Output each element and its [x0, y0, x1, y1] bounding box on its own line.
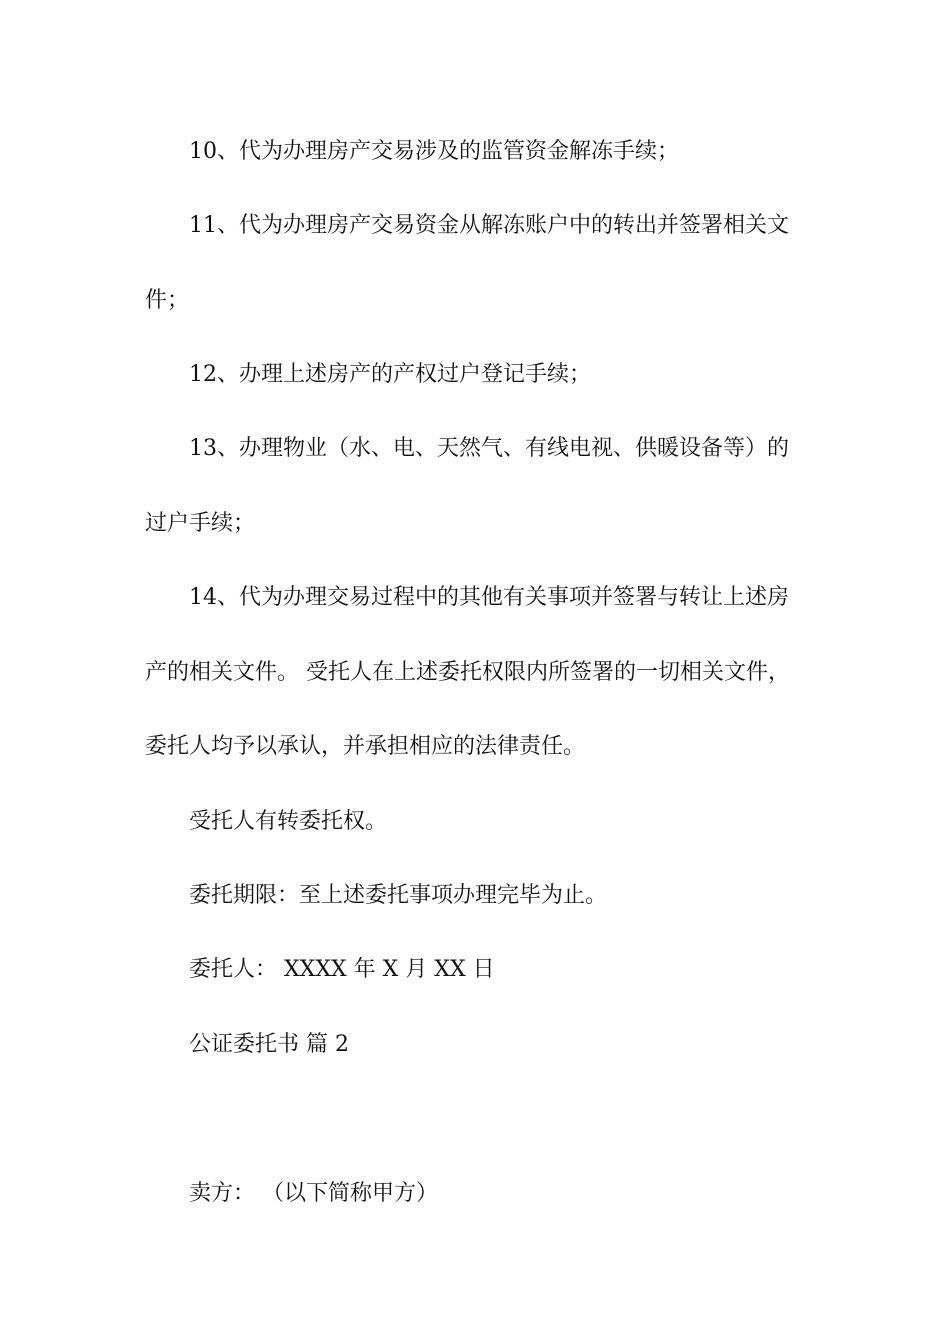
section-heading: 公证委托书 篇 2: [189, 1032, 349, 1057]
seller-line: 卖方： （以下简称甲方）: [189, 1181, 438, 1206]
clause-14-line-1: 14、代为办理交易过程中的其他有关事项并签署与转让上述房: [189, 585, 789, 610]
clause-13-line-1: 13、办理物业（水、电、天然气、有线电视、供暖设备等）的: [189, 436, 789, 461]
sub-delegation-text: 受托人有转委托权。: [189, 809, 388, 834]
clause-10: 10、代为办理房产交易涉及的监管资金解冻手续；: [189, 139, 679, 164]
clause-14-line-2: 产的相关文件。 受托人在上述委托权限内所签署的一切相关文件，: [145, 660, 790, 685]
clause-14-line-3: 委托人均予以承认，并承担相应的法律责任。: [145, 734, 586, 759]
term-text: 委托期限：至上述委托事项办理完毕为止。: [189, 883, 608, 908]
clause-12: 12、办理上述房产的产权过户登记手续；: [189, 362, 591, 387]
principal-date-line: 委托人： XXXX 年 X 月 XX 日: [189, 957, 495, 982]
clause-11-line-2: 件；: [145, 288, 190, 313]
clause-13-line-2: 过户手续；: [145, 511, 256, 536]
clause-11-line-1: 11、代为办理房产交易资金从解冻账户中的转出并签署相关文: [189, 213, 789, 238]
